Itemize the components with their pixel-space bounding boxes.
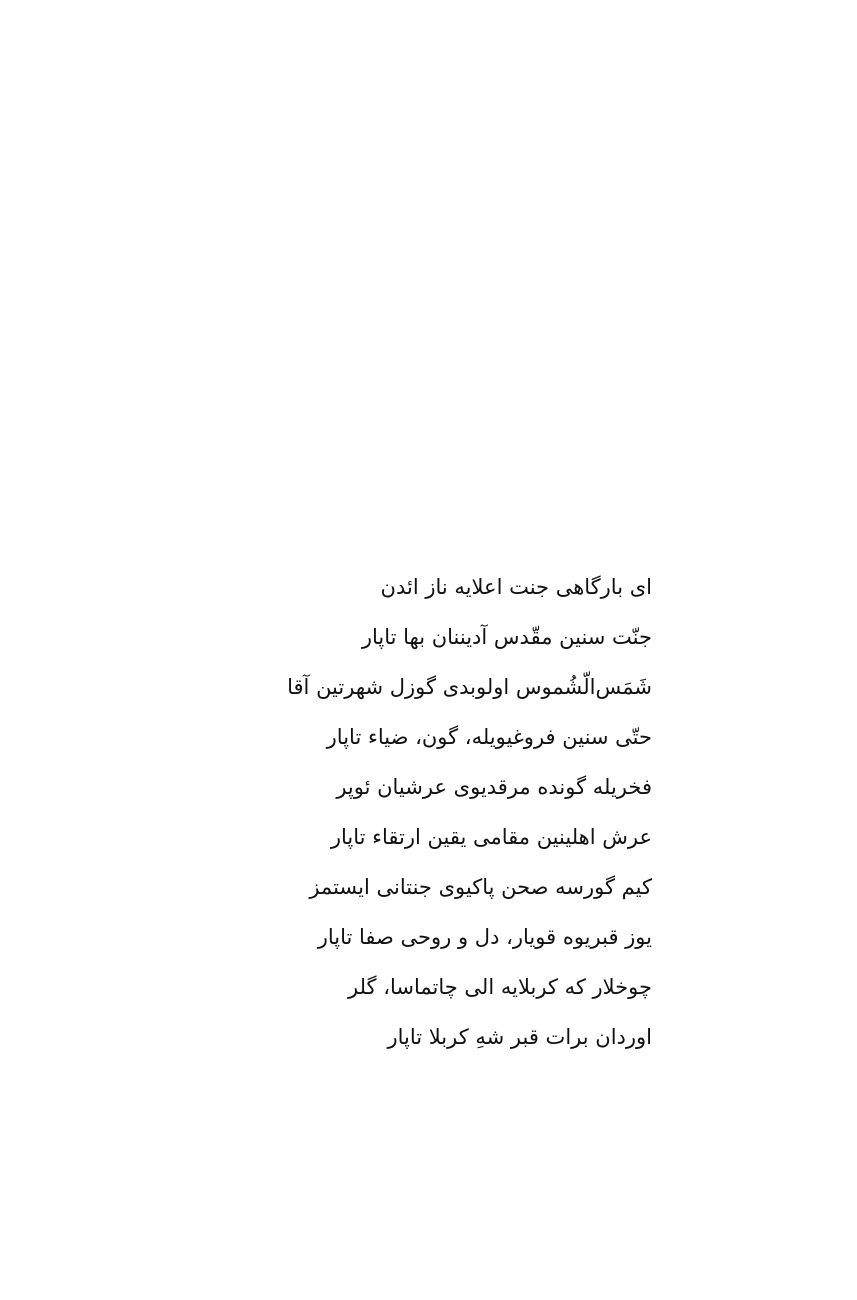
poem-line-10: اوردان برات قبر شهِ کربلا تاپار bbox=[387, 1025, 652, 1049]
poem-block bbox=[272, 562, 652, 1062]
poem-line-1: ای بارگاهی جنت اعلایه ناز ائدن bbox=[380, 575, 652, 599]
poem-line-4: حتّی سنین فروغیویله، گون، ضیاء تاپار bbox=[326, 725, 652, 749]
poem-line-5: فخریله گونده مرقدیوی عرشیان ئوپر bbox=[336, 775, 652, 799]
poem-line-3: شَمَس‌الّشُموس اولوبدی گوزل شهرتین آقا bbox=[287, 675, 652, 699]
poem-line-2: جنّت سنین مقّدس آدیننان بها تاپار bbox=[361, 625, 652, 649]
poem-line-6: عرش اهلینین مقامی یقین ارتقاء تاپار bbox=[330, 825, 652, 849]
poem-line-9: چوخلار که کربلایه الی چاتماسا، گلر bbox=[348, 975, 652, 999]
poem-line-8: یوز قبریوه قویار، دل و روحی صفا تاپار bbox=[317, 925, 652, 949]
poem-line-7: کیم گورسه صحن پاکیوی جنتانی ایستمز bbox=[309, 875, 652, 899]
